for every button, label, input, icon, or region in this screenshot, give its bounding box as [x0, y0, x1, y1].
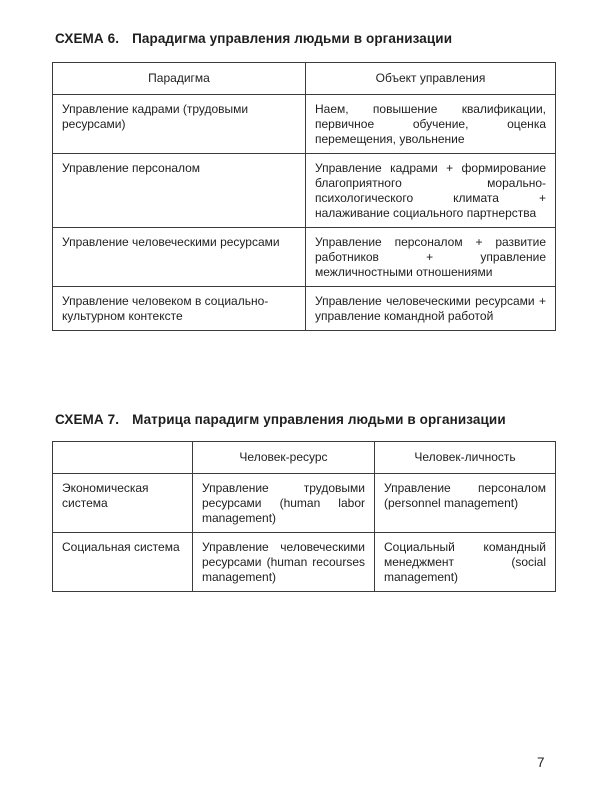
schema7-row1-system: Социальная система [53, 533, 193, 592]
page-number: 7 [537, 755, 545, 770]
schema7-row1-resource: Управление человеческими ресурсами (human recourses management) [193, 533, 375, 592]
schema6-row3-object: Управление человеческими ресурсами + управление командной работой [306, 287, 556, 331]
schema7-header-resource: Человек-ресурс [193, 442, 375, 474]
schema6-row1-object: Управление кадрами + формирование благоприятного морально-психологического климата + налаживание социального партнерства [306, 154, 556, 228]
schema6-row0-paradigm: Управление кадрами (трудовыми ресурсами) [53, 95, 306, 154]
schema6-row1-paradigm: Управление персоналом [53, 154, 306, 228]
schema6-title [55, 31, 452, 46]
table-row [53, 228, 556, 287]
schema6-table [52, 62, 556, 331]
schema6-header-paradigm: Парадигма [53, 63, 306, 95]
schema7-header-empty [53, 442, 193, 474]
table-row [53, 154, 556, 228]
schema6-row0-object: Наем, повышение квалификации, первичное обучение, оценка перемещения, увольнение [306, 95, 556, 154]
schema7-title-label: СХЕМА 7. [55, 412, 120, 427]
schema7-row0-resource: Управление трудовыми ресурсами (human labor management) [193, 474, 375, 533]
schema7-title [55, 412, 506, 427]
schema6-header-object: Объект управления [306, 63, 556, 95]
schema6-header-row [53, 63, 556, 95]
schema6-row3-paradigm: Управление человеком в социально-культурном контексте [53, 287, 306, 331]
schema6-row2-object: Управление персоналом + развитие работников + управление межличностными отношениями [306, 228, 556, 287]
table-row [53, 474, 556, 533]
schema6-row2-paradigm: Управление человеческими ресурсами [53, 228, 306, 287]
schema7-row1-personality: Социальный командный менеджмент (social management) [375, 533, 556, 592]
schema6-title-label: СХЕМА 6. [55, 31, 120, 46]
schema7-title-text: Матрица парадигм управления людьми в организации [132, 412, 506, 427]
table-row [53, 533, 556, 592]
schema6-title-text: Парадигма управления людьми в организации [132, 31, 453, 46]
table-row [53, 95, 556, 154]
schema7-table [52, 441, 556, 592]
schema7-row0-system: Экономическая система [53, 474, 193, 533]
table-row [53, 287, 556, 331]
schema7-header-personality: Человек-личность [375, 442, 556, 474]
schema7-row0-personality: Управление персоналом (personnel management) [375, 474, 556, 533]
schema7-header-row [53, 442, 556, 474]
